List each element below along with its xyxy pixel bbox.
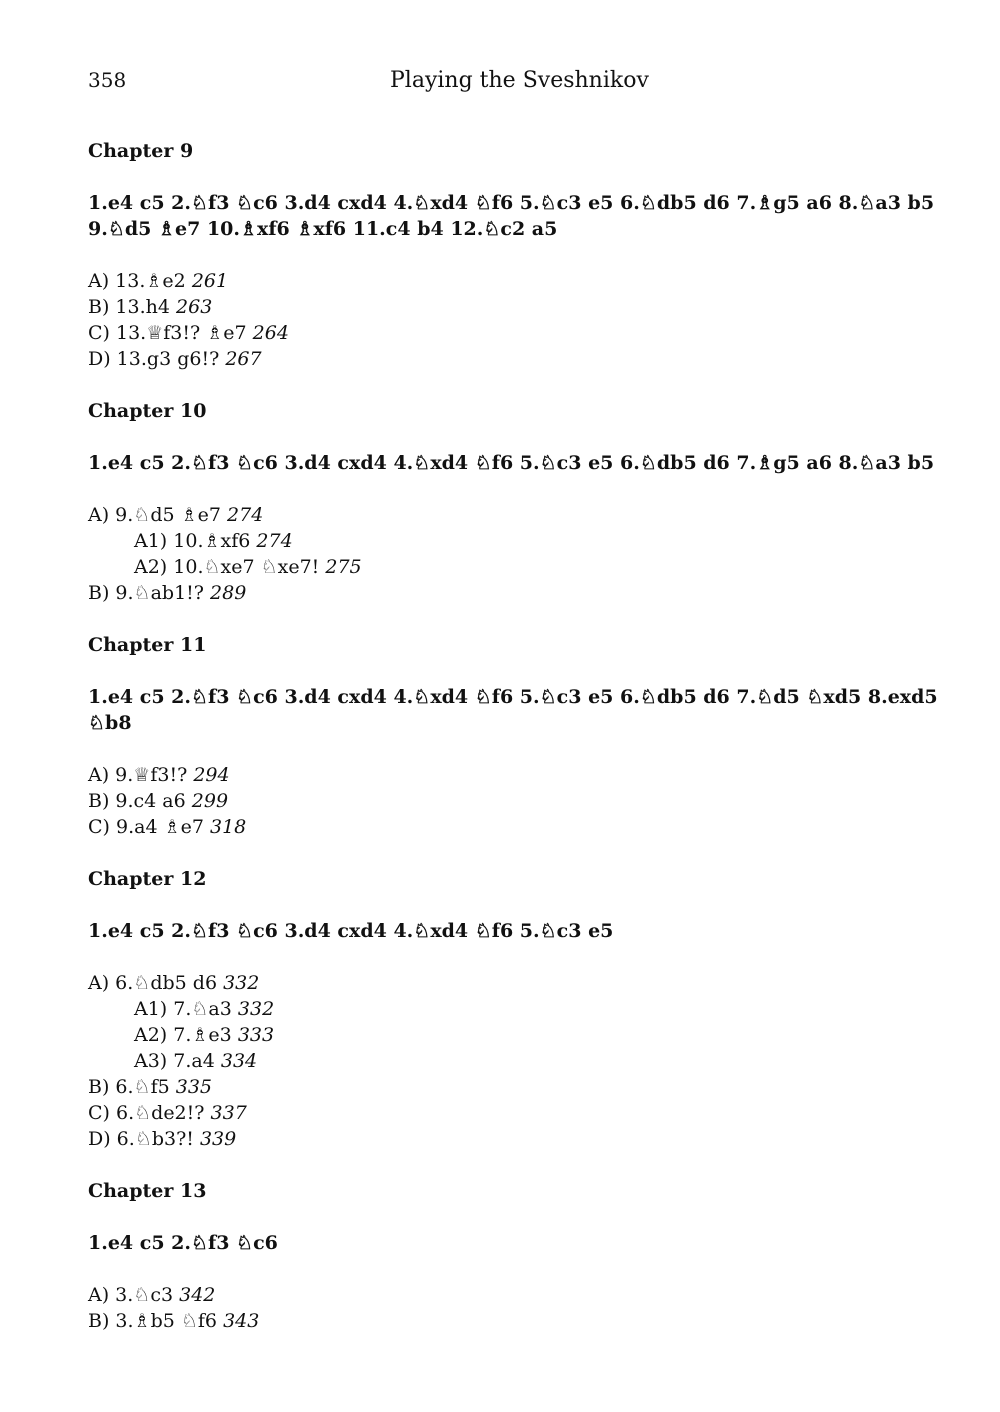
chapter-title: Chapter 9 bbox=[88, 140, 194, 162]
variation-list bbox=[88, 762, 948, 840]
page-reference: 333 bbox=[237, 1024, 275, 1046]
variation-move: C) 9.a4 ♗e7 bbox=[88, 816, 204, 838]
page-reference: 274 bbox=[256, 530, 293, 552]
main-line-text: 1.e4 c5 2.♘f3 ♘c6 3.d4 cxd4 4.♘xd4 ♘f6 5.♘c3 e5 6.♘db5 d6 7.♗g5 a6 8.♘a3 b5 bbox=[88, 192, 935, 214]
main-line bbox=[88, 190, 948, 242]
page-reference: 332 bbox=[223, 972, 260, 994]
page-reference: 339 bbox=[199, 1128, 237, 1150]
page-reference: 299 bbox=[191, 790, 229, 812]
variation-item bbox=[88, 346, 948, 372]
variation-item bbox=[88, 1048, 948, 1074]
page-reference: 318 bbox=[210, 816, 247, 838]
chapter-section bbox=[88, 398, 948, 606]
variation-list bbox=[88, 970, 948, 1152]
page-reference: 337 bbox=[210, 1102, 247, 1124]
variation-move: A2) 7.♗e3 bbox=[134, 1024, 232, 1046]
chapter-title: Chapter 11 bbox=[88, 634, 207, 656]
main-line-text: 9.♘d5 ♗e7 10.♗xf6 ♗xf6 11.c4 b4 12.♘c2 a5 bbox=[88, 218, 558, 240]
page-number: 358 bbox=[88, 68, 127, 92]
page-reference: 261 bbox=[191, 270, 229, 292]
chapter-title: Chapter 13 bbox=[88, 1180, 207, 1202]
variation-item bbox=[88, 1074, 948, 1100]
chapter-index bbox=[88, 138, 948, 1360]
variation-move: B) 13.h4 bbox=[88, 296, 170, 318]
variation-item bbox=[88, 970, 948, 996]
variation-item bbox=[88, 580, 948, 606]
variation-item bbox=[88, 1100, 948, 1126]
variation-item bbox=[88, 502, 948, 528]
chapter-title: Chapter 10 bbox=[88, 400, 207, 422]
variation-list bbox=[88, 1282, 948, 1334]
page-reference: 294 bbox=[193, 764, 230, 786]
main-line-text: 1.e4 c5 2.♘f3 ♘c6 3.d4 cxd4 4.♘xd4 ♘f6 5.♘c3 e5 bbox=[88, 920, 614, 942]
page-reference: 343 bbox=[223, 1310, 260, 1332]
variation-item bbox=[88, 814, 948, 840]
page-reference: 275 bbox=[325, 556, 362, 578]
page-reference: 289 bbox=[210, 582, 247, 604]
variation-item bbox=[88, 996, 948, 1022]
variation-item bbox=[88, 1022, 948, 1048]
variation-item bbox=[88, 268, 948, 294]
main-line-text: 1.e4 c5 2.♘f3 ♘c6 3.d4 cxd4 4.♘xd4 ♘f6 5.♘c3 e5 6.♘db5 d6 7.♗g5 a6 8.♘a3 b5 bbox=[88, 452, 935, 474]
running-title: Playing the Sveshnikov bbox=[390, 68, 649, 93]
variation-move: C) 13.♕f3!? ♗e7 bbox=[88, 322, 247, 344]
variation-item bbox=[88, 1126, 948, 1152]
page-reference: 264 bbox=[252, 322, 289, 344]
variation-item bbox=[88, 320, 948, 346]
variation-list bbox=[88, 268, 948, 372]
chapter-title: Chapter 12 bbox=[88, 868, 207, 890]
variation-move: B) 9.♘ab1!? bbox=[88, 582, 204, 604]
variation-move: C) 6.♘de2!? bbox=[88, 1102, 205, 1124]
page-reference: 335 bbox=[175, 1076, 213, 1098]
main-line bbox=[88, 450, 948, 476]
page-reference: 263 bbox=[176, 296, 213, 318]
variation-move: A) 6.♘db5 d6 bbox=[88, 972, 218, 994]
variation-item bbox=[88, 788, 948, 814]
page-reference: 334 bbox=[220, 1050, 258, 1072]
main-line-text: 1.e4 c5 2.♘f3 ♘c6 3.d4 cxd4 4.♘xd4 ♘f6 5.♘c3 e5 6.♘db5 d6 7.♘d5 ♘xd5 8.exd5 ♘b8 bbox=[88, 686, 938, 734]
variation-list bbox=[88, 502, 948, 606]
main-line-text: 1.e4 c5 2.♘f3 ♘c6 bbox=[88, 1232, 278, 1254]
page-reference: 332 bbox=[237, 998, 275, 1020]
variation-move: B) 3.♗b5 ♘f6 bbox=[88, 1310, 218, 1332]
variation-item bbox=[88, 762, 948, 788]
variation-move: D) 6.♘b3?! bbox=[88, 1128, 194, 1150]
variation-move: A1) 10.♗xf6 bbox=[134, 530, 251, 552]
chapter-section bbox=[88, 632, 948, 840]
page-header bbox=[88, 68, 918, 98]
variation-item bbox=[88, 554, 948, 580]
main-line bbox=[88, 684, 948, 736]
page-reference: 267 bbox=[225, 348, 262, 370]
variation-move: A) 13.♗e2 bbox=[88, 270, 186, 292]
variation-move: A1) 7.♘a3 bbox=[134, 998, 232, 1020]
variation-item bbox=[88, 1308, 948, 1334]
page-reference: 274 bbox=[227, 504, 264, 526]
main-line bbox=[88, 918, 948, 944]
variation-move: D) 13.g3 g6!? bbox=[88, 348, 220, 370]
variation-move: A) 9.♘d5 ♗e7 bbox=[88, 504, 221, 526]
variation-move: A2) 10.♘xe7 ♘xe7! bbox=[134, 556, 320, 578]
variation-move: A3) 7.a4 bbox=[134, 1050, 215, 1072]
page-reference: 342 bbox=[179, 1284, 216, 1306]
variation-item bbox=[88, 1282, 948, 1308]
variation-item bbox=[88, 528, 948, 554]
variation-move: A) 9.♕f3!? bbox=[88, 764, 188, 786]
variation-move: B) 9.c4 a6 bbox=[88, 790, 186, 812]
chapter-section bbox=[88, 1178, 948, 1334]
variation-move: A) 3.♘c3 bbox=[88, 1284, 174, 1306]
chapter-section bbox=[88, 866, 948, 1152]
variation-move: B) 6.♘f5 bbox=[88, 1076, 170, 1098]
variation-item bbox=[88, 294, 948, 320]
main-line bbox=[88, 1230, 948, 1256]
chapter-section bbox=[88, 138, 948, 372]
